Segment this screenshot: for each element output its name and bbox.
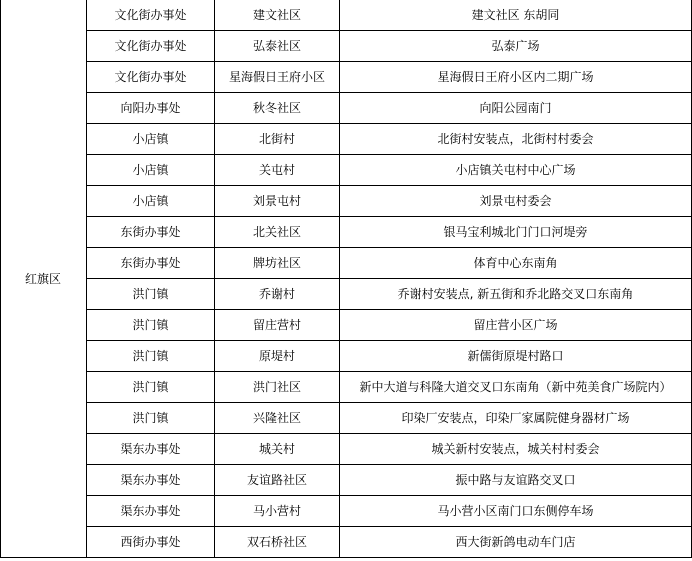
community-cell: 秋冬社区 [215,93,340,124]
community-cell: 马小营村 [215,496,340,527]
office-cell: 渠东办事处 [87,496,215,527]
table-row [1,31,692,62]
table-row [1,155,692,186]
location-cell: 新中大道与科隆大道交叉口东南角（新中苑美食广场院内） [340,372,692,403]
table-row [1,403,692,434]
table-row [1,62,692,93]
table-row [1,496,692,527]
location-cell: 新儒街原堤村路口 [340,341,692,372]
office-cell: 东街办事处 [87,248,215,279]
community-cell: 建文社区 [215,0,340,31]
location-cell: 银马宝利城北门门口河堤旁 [340,217,692,248]
location-cell: 建文社区 东胡同 [340,0,692,31]
office-cell: 小店镇 [87,124,215,155]
community-cell: 原堤村 [215,341,340,372]
community-cell: 弘泰社区 [215,31,340,62]
community-cell: 洪门社区 [215,372,340,403]
location-cell: 星海假日王府小区内二期广场 [340,62,692,93]
community-cell: 星海假日王府小区 [215,62,340,93]
location-cell: 小店镇关屯村中心广场 [340,155,692,186]
location-cell: 刘景屯村委会 [340,186,692,217]
location-cell: 留庄营小区广场 [340,310,692,341]
office-cell: 渠东办事处 [87,465,215,496]
community-cell: 城关村 [215,434,340,465]
office-cell: 洪门镇 [87,372,215,403]
location-cell: 北街村安装点，北街村村委会 [340,124,692,155]
location-cell: 体育中心东南角 [340,248,692,279]
table-row [1,372,692,403]
office-cell: 东街办事处 [87,217,215,248]
table-row [1,341,692,372]
district-cell: 红旗区 [1,0,87,558]
community-cell: 牌坊社区 [215,248,340,279]
office-cell: 洪门镇 [87,279,215,310]
table-row [1,310,692,341]
table-row [1,93,692,124]
office-cell: 洪门镇 [87,403,215,434]
community-cell: 友谊路社区 [215,465,340,496]
office-cell: 洪门镇 [87,341,215,372]
table-row [1,279,692,310]
office-cell: 小店镇 [87,186,215,217]
office-cell: 文化街办事处 [87,31,215,62]
community-cell: 北街村 [215,124,340,155]
location-cell: 印染厂安装点，印染厂家属院健身器材广场 [340,403,692,434]
location-cell: 城关新村安装点，城关村村委会 [340,434,692,465]
location-cell: 向阳公园南门 [340,93,692,124]
location-cell: 弘泰广场 [340,31,692,62]
community-cell: 兴隆社区 [215,403,340,434]
location-cell: 振中路与友谊路交叉口 [340,465,692,496]
community-cell: 北关社区 [215,217,340,248]
table-row [1,217,692,248]
community-cell: 关屯村 [215,155,340,186]
office-cell: 渠东办事处 [87,434,215,465]
office-cell: 西街办事处 [87,527,215,558]
office-cell: 向阳办事处 [87,93,215,124]
location-cell: 马小营小区南门口东侧停车场 [340,496,692,527]
table-row [1,527,692,558]
table-row [1,434,692,465]
community-cell: 刘景屯村 [215,186,340,217]
location-cell: 乔谢村安装点, 新五街和乔北路交叉口东南角 [340,279,692,310]
table-row [1,248,692,279]
office-cell: 文化街办事处 [87,62,215,93]
table-row [1,465,692,496]
community-cell: 双石桥社区 [215,527,340,558]
community-cell: 乔谢村 [215,279,340,310]
table-row [1,186,692,217]
community-cell: 留庄营村 [215,310,340,341]
office-cell: 洪门镇 [87,310,215,341]
location-cell: 西大街新鸽电动车门店 [340,527,692,558]
office-cell: 小店镇 [87,155,215,186]
office-cell: 文化街办事处 [87,0,215,31]
table-row [1,124,692,155]
table-row [1,0,692,31]
